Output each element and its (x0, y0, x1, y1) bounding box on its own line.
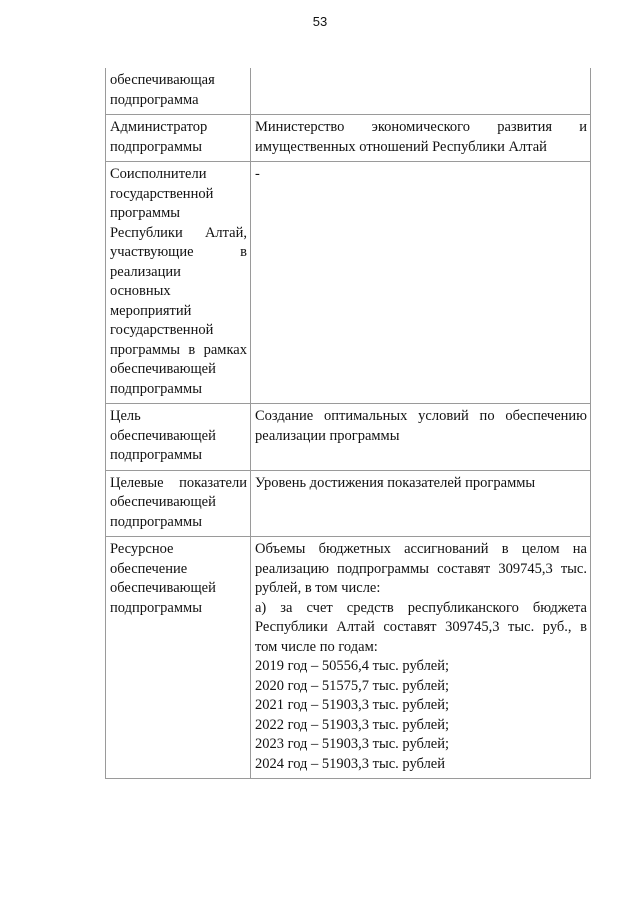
table-row (106, 470, 591, 537)
page-number: 53 (312, 14, 328, 29)
row-value (251, 68, 591, 115)
label-line: основных (110, 283, 171, 299)
value-line: 2019 год – 50556,4 тыс. рублей; (255, 658, 450, 674)
value-line: рублей, в том числе: (255, 580, 381, 596)
row-label (106, 404, 251, 471)
value-line: а) за счет средств республиканского бюджета (255, 599, 587, 616)
label-line: реализации (110, 263, 181, 280)
row-value (251, 470, 591, 537)
label-line: Соисполнители (110, 166, 207, 182)
label-line: подпрограммы (110, 447, 202, 463)
value-line: 2022 год – 51903,3 тыс. рублей; (255, 716, 450, 733)
label-line: программы (110, 205, 180, 221)
label-line: обеспечивающей (110, 580, 216, 596)
value-line: 2021 год – 51903,3 тыс. рублей; (255, 697, 450, 713)
value-line: - (255, 166, 260, 182)
label-line: подпрограмма (110, 91, 199, 108)
row-value (251, 162, 591, 404)
label-line: обеспечивающая (110, 72, 215, 88)
label-line: подпрограммы (110, 513, 202, 530)
row-label (106, 68, 251, 115)
row-label (106, 537, 251, 779)
label-line: обеспечивающей (110, 427, 216, 444)
subprogram-passport-table (105, 68, 591, 779)
label-line: Цель (110, 408, 141, 424)
label-line: программы в рамках (110, 341, 247, 358)
label-line: обеспечивающей (110, 494, 216, 510)
value-line: том числе по годам: (255, 638, 378, 655)
value-line: Объемы бюджетных ассигнований в целом на (255, 541, 587, 557)
label-line: государственной (110, 322, 214, 338)
value-line: 2020 год – 51575,7 тыс. рублей; (255, 677, 450, 694)
table-row (106, 404, 591, 471)
label-line: обеспечивающей (110, 361, 216, 377)
label-line: подпрограммы (110, 380, 202, 397)
label-line: Администратор (110, 119, 208, 135)
label-line: Ресурсное (110, 541, 174, 557)
value-line: Министерство экономического развития и (255, 119, 587, 135)
row-value (251, 115, 591, 162)
value-line: 2023 год – 51903,3 тыс. рублей; (255, 736, 450, 752)
row-value (251, 404, 591, 471)
label-line: Целевые показатели (110, 474, 247, 491)
value-line: реализации программы (255, 427, 400, 444)
value-line: 2024 год – 51903,3 тыс. рублей (255, 755, 446, 772)
label-line: обеспечение (110, 560, 188, 577)
row-label (106, 470, 251, 537)
label-line: Республики Алтай, (110, 224, 247, 241)
table-row (106, 115, 591, 162)
row-label (106, 115, 251, 162)
value-line: Создание оптимальных условий по обеспечению (255, 408, 587, 424)
table-row (106, 537, 591, 779)
value-line: реализацию подпрограммы составят 309745,3 тыс. (255, 560, 587, 577)
label-line: участвующие в (110, 244, 247, 260)
value-line: Уровень достижения показателей программы (255, 474, 536, 491)
label-line: мероприятий (110, 302, 192, 319)
label-line: государственной (110, 185, 214, 202)
value-line: имущественных отношений Республики Алтай (255, 138, 547, 155)
label-line: подпрограммы (110, 138, 202, 155)
row-label (106, 162, 251, 404)
row-value (251, 537, 591, 779)
table-row (106, 68, 591, 115)
value-line: Республики Алтай составят 309745,3 тыс. руб., в (255, 619, 587, 635)
label-line: подпрограммы (110, 599, 202, 616)
table-row (106, 162, 591, 404)
